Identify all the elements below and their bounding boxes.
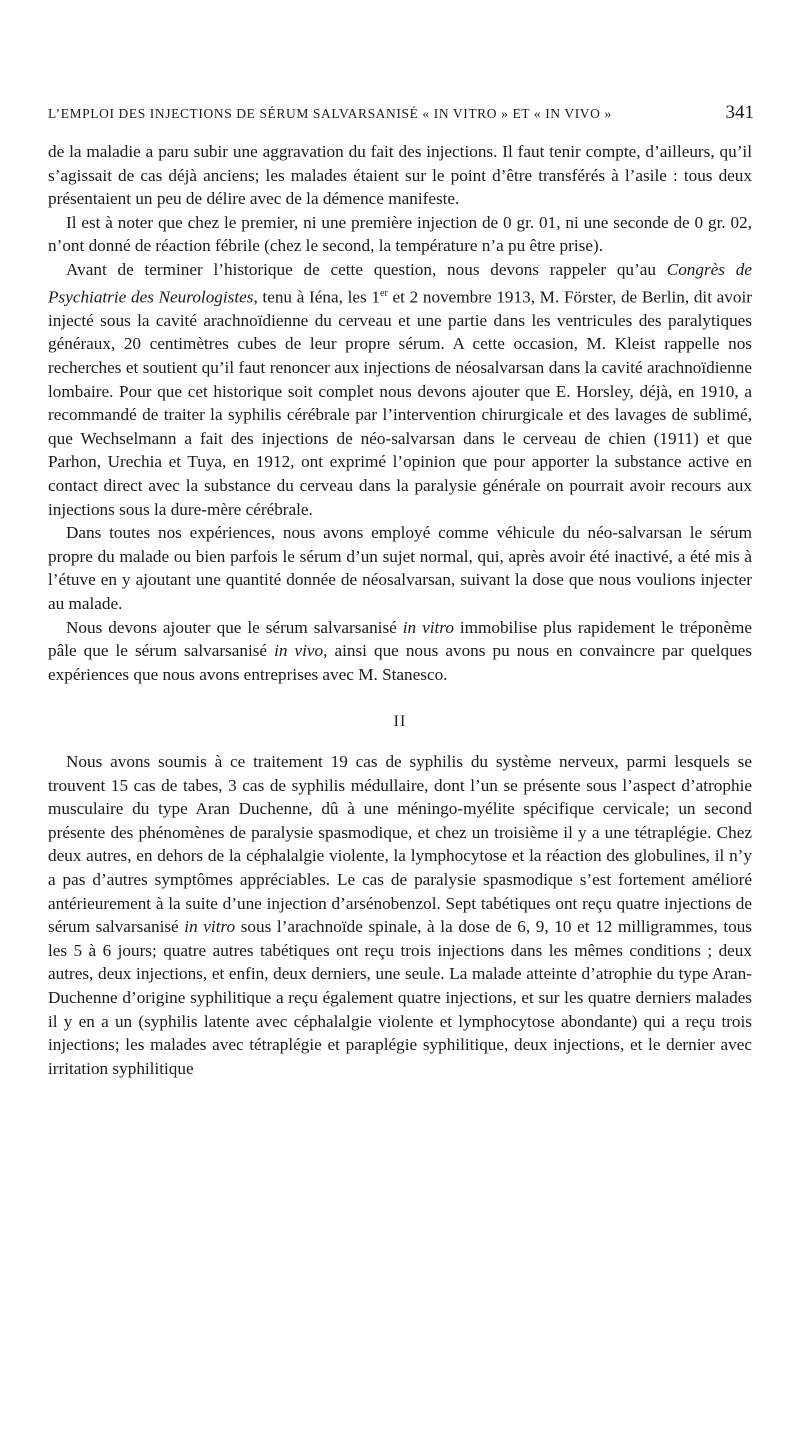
body-text <box>48 140 752 1080</box>
congress-title: Congrès de Psychiatrie des Neurologistes <box>48 259 752 307</box>
ordinal-superscript: er <box>380 287 388 299</box>
history-text-3: et 2 novembre 1913, M. Förster, de Berlin, dit avoir injecté sous la cavité arachnoïdienne du cerveau et une partie dans les ventricules des paralytiques généraux, 20 centimètres cubes de leur propre sérum. A cette occasion, M. Kleist rappelle nos recherches et soutient qu’il faut renoncer aux injections de néosalvarsan dans la cavité arachnoïdienne lombaire. Pour que cet historique soit complet nous devons ajouter que E. Horsley, déjà, en 1910, a recommandé de traiter la syphilis cérébrale par l’intervention chirurgicale et des lavages de sublimé, que Wechselmann a fait des injections de néo-salvarsan dans le cerveau de chien (1911) et que Parhon, Urechia et Tuya, en 1912, ont exprimé l’opinion que pour apporter la substance active en contact direct avec la substance du cerveau dans la paralysie générale on pourrait avoir recours aux injections sous la dure-mère cérébrale. <box>48 287 752 519</box>
paragraph-in-vitro <box>48 616 752 687</box>
vitro-italic-1: in vitro <box>402 617 454 637</box>
running-header <box>48 102 754 124</box>
paragraph-vehicle: Dans toutes nos expériences, nous avons employé comme véhicule du néo-salvarsan le sérum propre du malade ou bien parfois le sérum d’un sujet normal, qui, après avoir été inactivé, a été mis à l’étuve en y ajoutant une quantité donnée de néosalvarsan, suivant la dose que nous voulions injecter au malade. <box>48 523 752 614</box>
cases-italic: in vitro <box>184 917 236 937</box>
paragraph-aggravation: de la maladie a paru subir une aggravation du fait des injections. Il faut tenir compte, d’ailleurs, qu’il s’agissait de cas déjà anciens; les malades étaient sur le point d’être transférés à l’asile : tous deux présentaient un peu de délire avec de la démence manifeste. <box>48 142 752 209</box>
cases-text-1: Nous avons soumis à ce traitement 19 cas de syphilis du système nerveux, parmi lesquels se trouvent 15 cas de tabes, 3 cas de syphilis médullaire, dont l’un se présente sous l’aspect d’atrophie musculaire du type Aran Duchenne, dû à une méningo-myélite spécifique cervicale; un second présente des phénomènes de paralysie spasmodique, et chez un troisième il y a une tétraplégie. Chez deux autres, en dehors de la céphalalgie violente, la lymphocytose et la réaction des globulines, il n’y a pas d’autres symptômes appréciables. Le cas de paralysie spasmodique s’est fortement amélioré antérieurement à la suite d’une injection d’arsénobenzol. Sept tabétiques ont reçu quatre injections de sérum salvarsanisé <box>48 751 752 937</box>
running-title: L’EMPLOI DES INJECTIONS DE SÉRUM SALVARSANISÉ « IN VITRO » ET « IN VIVO » <box>48 106 612 121</box>
vitro-italic-2: in vivo, <box>274 641 328 661</box>
history-text-2: , tenu à Iéna, les 1 <box>253 287 381 307</box>
vitro-text-2: immobilise plus rapidement le tréponème pâle que le sérum salvarsanisé <box>48 617 753 661</box>
vitro-text-3: ainsi que nous avons pu nous en convaincre par quelques expériences que nous avons entreprises avec M. Stanesco. <box>48 641 752 684</box>
history-text-1: Avant de terminer l’historique de cette question, nous devons rappeler qu’au <box>66 259 667 279</box>
paragraph-cases <box>48 750 752 1080</box>
cases-text-2: sous l’arachnoïde spinale, à la dose de 6, 9, 10 et 12 milligrammes, tous les 5 à 6 jours; quatre autres tabétiques ont reçu trois injections dans les mêmes conditions ; deux autres, deux injections, et enfin, deux derniers, une seule. La malade atteinte d’atrophie du type Aran-Duchenne d’origine syphilitique a reçu également quatre injections, et sur les quatre derniers malades il y en a un (syphilis latente avec céphalalgie violente et lymphocytose abondante) qui a reçu trois injections; les malades avec tétraplégie et paraplégie syphilitique, deux injections, et le dernier avec irritation syphilitique <box>48 917 752 1078</box>
paragraph-history <box>48 258 752 521</box>
section-heading: II <box>393 713 407 731</box>
page-number: 341 <box>725 102 754 123</box>
paragraph-first-injection: Il est à noter que chez le premier, ni une première injection de 0 gr. 01, ni une seconde de 0 gr. 02, n’ont donné de réaction fébrile (chez le second, la température n’a pu être prise). <box>48 212 752 256</box>
vitro-text-1: Nous devons ajouter que le sérum salvarsanisé <box>66 617 403 637</box>
